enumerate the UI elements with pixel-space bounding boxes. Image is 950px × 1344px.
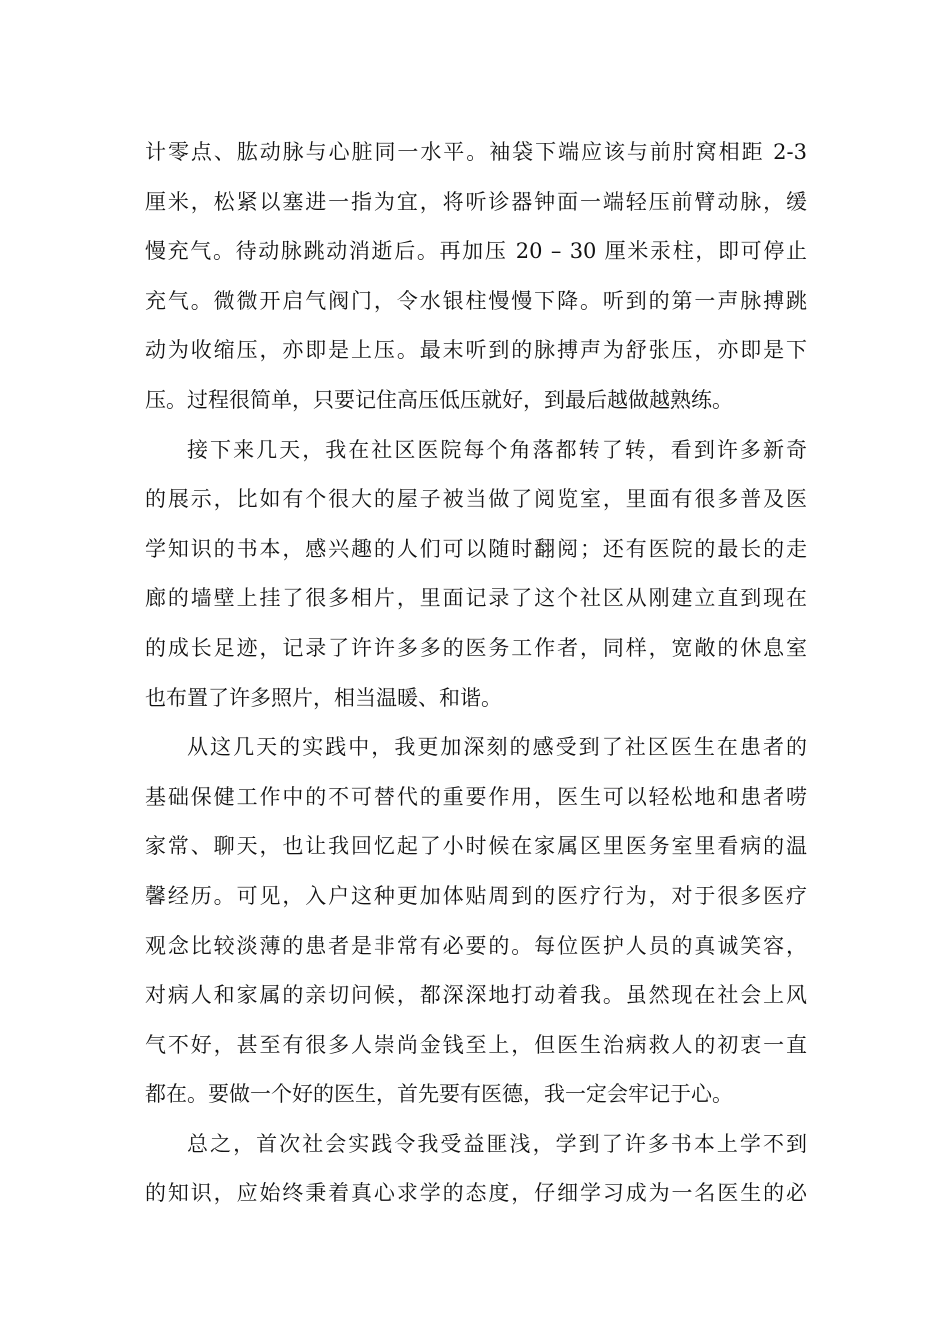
text-line: 充气。微微开启气阀门，令水银柱慢慢下降。听到的第一声脉搏跳	[145, 288, 807, 313]
text-line: 基础保健工作中的不可替代的重要作用，医生可以轻松地和患者唠	[145, 784, 807, 809]
text-line: 廊的墙壁上挂了很多相片，里面记录了这个社区从刚建立直到现在	[145, 586, 807, 611]
text-line: 压。过程很简单，只要记住高压低压就好，到最后越做越熟练。	[145, 387, 733, 412]
text-line: 学知识的书本，感兴趣的人们可以随时翻阅；还有医院的最长的走	[145, 536, 807, 561]
paragraph-reflection	[145, 723, 807, 1120]
text-line: 气不好，甚至有很多人崇尚金钱至上，但医生治病救人的初衷一直	[145, 1032, 807, 1057]
text-line: 慢充气。待动脉跳动消逝后。再加压 20 – 30 厘米汞柱，即可停止	[145, 239, 807, 264]
text-line: 也布置了许多照片，相当温暖、和谐。	[145, 685, 502, 710]
text-line: 都在。要做一个好的医生，首先要有医德，我一定会牢记于心。	[145, 1082, 733, 1107]
text-line: 厘米，松紧以塞进一指为宜，将听诊器钟面一端轻压前臂动脉，缓	[145, 189, 807, 214]
text-line: 接下来几天，我在社区医院每个角落都转了转，看到许多新奇	[187, 437, 807, 462]
paragraph-conclusion	[145, 1120, 807, 1219]
paragraph-hospital-tour	[145, 426, 807, 724]
text-line: 家常、聊天，也让我回忆起了小时候在家属区里医务室里看病的温	[145, 834, 807, 859]
text-line: 馨经历。可见，入户这种更加体贴周到的医疗行为，对于很多医疗	[145, 883, 807, 908]
text-line: 的成长足迹，记录了许许多多的医务工作者，同样，宽敞的休息室	[145, 635, 807, 660]
text-line: 计零点、肱动脉与心脏同一水平。袖袋下端应该与前肘窝相距 2-3	[145, 140, 807, 164]
text-line: 总之，首次社会实践令我受益匪浅，学到了许多书本上学不到	[187, 1131, 807, 1156]
text-line: 的展示，比如有个很大的屋子被当做了阅览室，里面有很多普及医	[145, 487, 807, 512]
text-line: 的知识，应始终秉着真心求学的态度，仔细学习成为一名医生的必	[145, 1181, 807, 1206]
text-line: 观念比较淡薄的患者是非常有必要的。每位医护人员的真诚笑容，	[145, 933, 807, 958]
text-line: 对病人和家属的亲切问候，都深深地打动着我。虽然现在社会上风	[145, 983, 807, 1008]
text-line: 动为收缩压，亦即是上压。最末听到的脉搏声为舒张压，亦即是下	[145, 338, 807, 363]
document-body	[145, 128, 807, 1219]
text-line: 从这几天的实践中，我更加深刻的感受到了社区医生在患者的	[187, 735, 807, 760]
paragraph-blood-pressure	[145, 128, 807, 426]
